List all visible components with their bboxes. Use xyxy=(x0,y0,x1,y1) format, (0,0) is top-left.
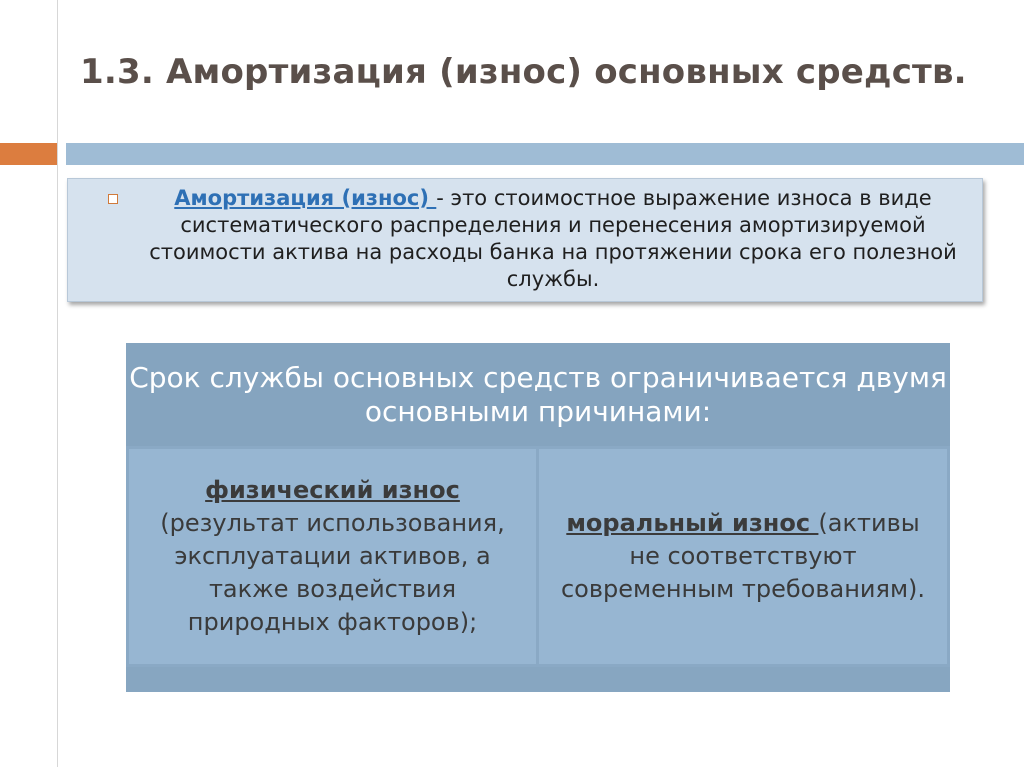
accent-bar-blue xyxy=(66,143,1024,165)
physical-wear-text: (результат использования, эксплуатации активов, а также воздействия природных факторов); xyxy=(160,509,505,636)
table-cell-moral xyxy=(539,449,947,664)
physical-wear-content xyxy=(143,474,522,639)
accent-bar-orange xyxy=(0,143,57,165)
definition-text xyxy=(138,185,968,293)
physical-wear-keyword: физический износ xyxy=(205,476,460,504)
table-header-text: Срок службы основных средств ограничивается двумя основными причинами: xyxy=(129,360,947,428)
causes-table xyxy=(126,343,950,692)
moral-wear-keyword: моральный износ xyxy=(566,509,819,537)
definition-box xyxy=(67,178,983,302)
moral-wear-text: (активы не соответствуют современным требованиям). xyxy=(560,509,926,603)
slide-title: 1.3. Амортизация (износ) основных средств. xyxy=(80,52,967,92)
definition-body: - это стоимостное выражение износа в виде систематического распределения и перенесения амортизируемой стоимости актива на расходы банка на протяжении срока его полезной службы. xyxy=(149,186,957,291)
definition-term: Амортизация (износ) xyxy=(174,186,437,210)
table-footer-row xyxy=(126,667,950,692)
left-frame xyxy=(0,0,58,767)
table-header xyxy=(126,343,950,446)
table-cell-physical xyxy=(129,449,536,664)
square-bullet-icon xyxy=(108,194,118,204)
moral-wear-content xyxy=(553,507,933,606)
